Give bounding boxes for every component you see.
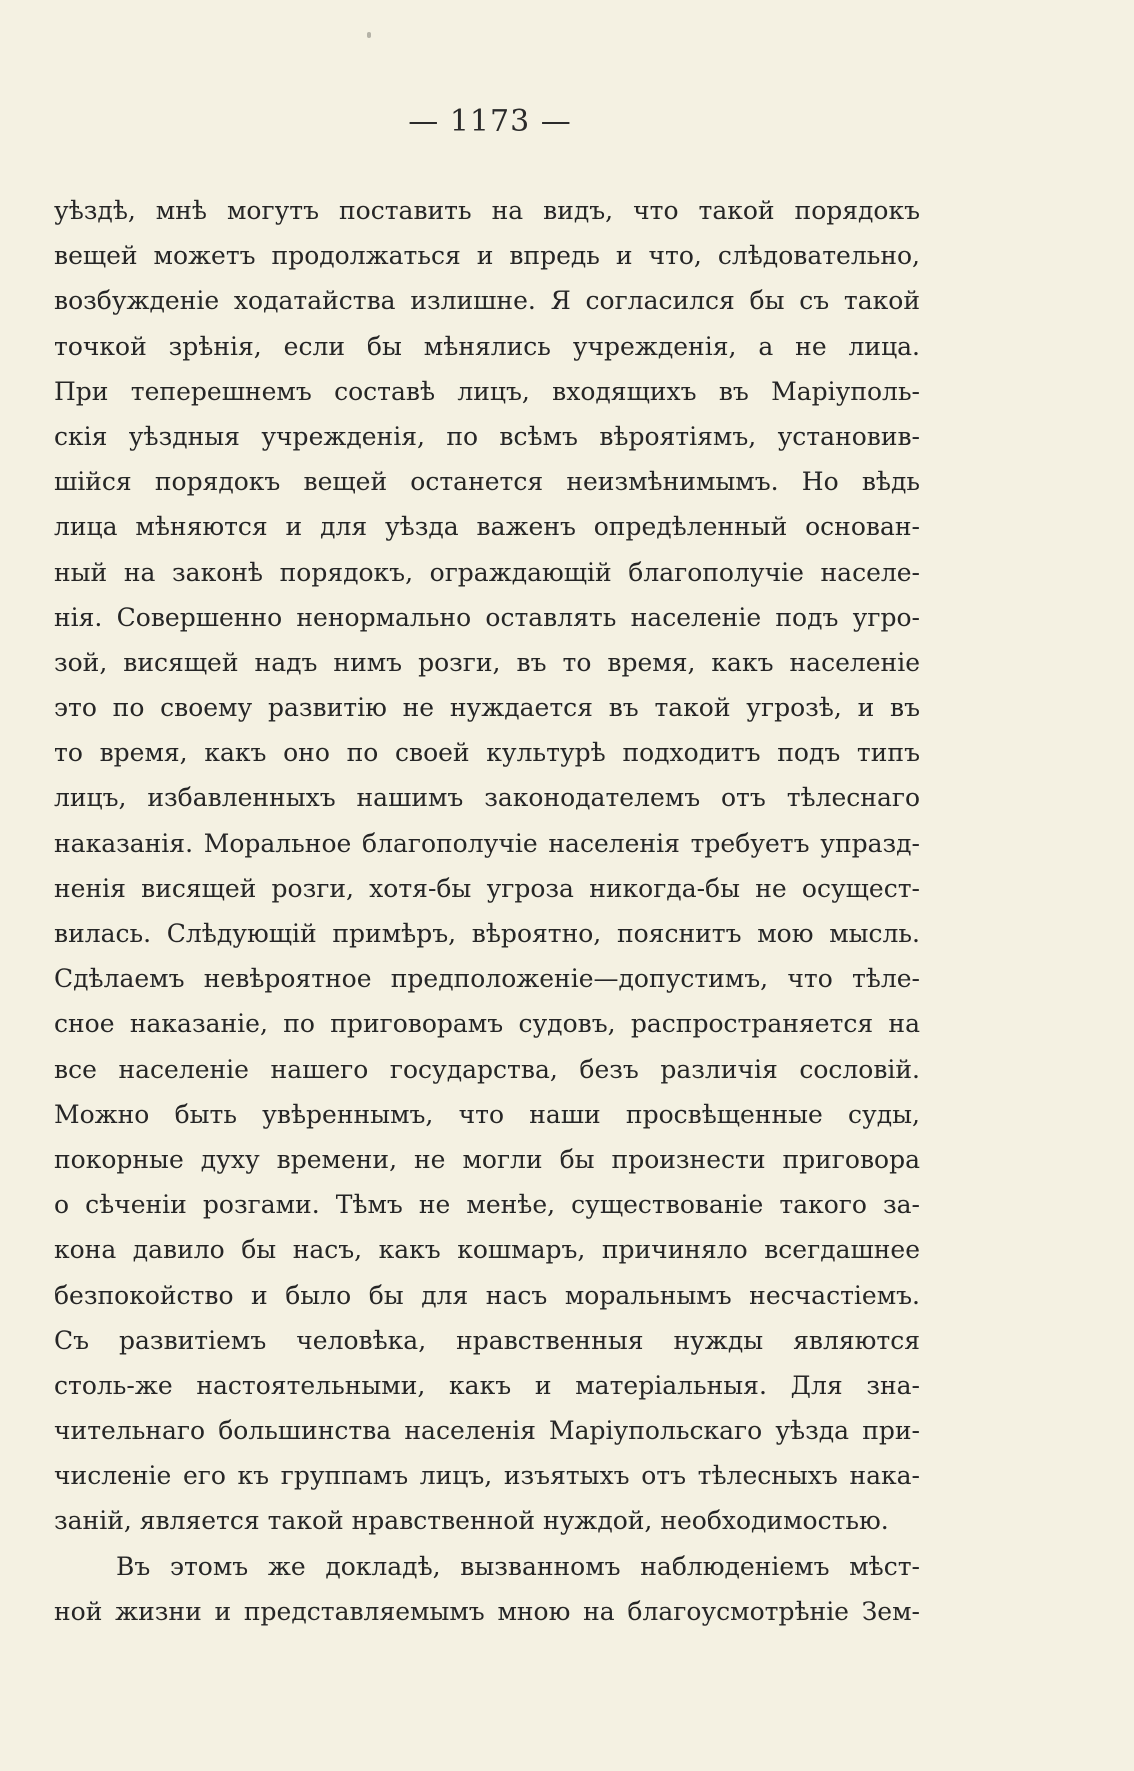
text-line: все населеніе нашего государства, безъ различія сословій. <box>54 1054 920 1084</box>
paper-speck <box>367 32 371 38</box>
body-text <box>54 188 920 1634</box>
text-line: уѣздѣ, мнѣ могутъ поставить на видъ, что такой порядокъ <box>54 196 920 225</box>
text-line: о сѣченіи розгами. Тѣмъ не менѣе, существованіе такого за- <box>54 1190 920 1220</box>
text-line: ный на законѣ порядокъ, ограждающій благополучіе населе- <box>54 557 920 587</box>
text-line: это по своему развитію не нуждается въ такой угрозѣ, и въ <box>54 693 920 723</box>
text-line: точкой зрѣнія, если бы мѣнялись учрежденія, а не лица. <box>54 331 920 361</box>
text-line: численіе его къ группамъ лицъ, изъятыхъ отъ тѣлесныхъ нака- <box>54 1461 920 1491</box>
text-line: ной жизни и представляемымъ мною на благоусмотрѣніе Зем- <box>54 1596 920 1626</box>
text-line: возбужденіе ходатайства излишне. Я согласился бы съ такой <box>54 286 920 316</box>
text-line: нія. Совершенно ненормально оставлять населеніе подъ угро- <box>54 602 920 632</box>
text-line: вещей можетъ продолжаться и впредь и что, слѣдовательно, <box>54 241 920 271</box>
text-line: покорные духу времени, не могли бы произнести приговора <box>54 1144 920 1174</box>
text-line: шійся порядокъ вещей останется неизмѣнимымъ. Но вѣдь <box>54 467 920 497</box>
text-line: лицъ, избавленныхъ нашимъ законодателемъ отъ тѣлеснаго <box>54 783 920 813</box>
text-line: чительнаго большинства населенія Маріупольскаго уѣзда при- <box>54 1416 920 1446</box>
text-line: кона давило бы насъ, какъ кошмаръ, причиняло всегдашнее <box>54 1235 920 1265</box>
text-line: ненія висящей розги, хотя-бы угроза никогда-бы не осущест- <box>54 873 920 903</box>
text-line: Можно быть увѣреннымъ, что наши просвѣщенные суды, <box>54 1099 920 1129</box>
text-line: Съ развитіемъ человѣка, нравственныя нужды являются <box>54 1325 920 1355</box>
paragraph-first-line: Въ этомъ же докладѣ, вызванномъ наблюденіемъ мѣст- <box>116 1551 920 1581</box>
text-line: сное наказаніе, по приговорамъ судовъ, распространяется на <box>54 1009 920 1039</box>
page-number: — 1173 — <box>408 104 572 139</box>
text-line: безпокойство и было бы для насъ моральнымъ несчастіемъ. <box>54 1280 920 1310</box>
text-line: столь-же настоятельными, какъ и матеріальныя. Для зна- <box>54 1370 920 1400</box>
text-line: заній, является такой нравственной нуждой, необходимостью. <box>54 1506 889 1536</box>
text-line: наказанія. Моральное благополучіе населенія требуетъ упразд- <box>54 828 920 858</box>
text-line: то время, какъ оно по своей культурѣ подходитъ подъ типъ <box>54 738 920 768</box>
text-line: вилась. Слѣдующій примѣръ, вѣроятно, пояснитъ мою мысль. <box>54 919 920 948</box>
text-line: лица мѣняются и для уѣзда важенъ опредѣленный основан- <box>54 512 920 542</box>
text-line: скія уѣздныя учрежденія, по всѣмъ вѣроятіямъ, установив- <box>54 421 920 451</box>
text-line: При теперешнемъ составѣ лицъ, входящихъ въ Маріуполь- <box>54 376 920 406</box>
text-line: Сдѣлаемъ невѣроятное предположеніе—допустимъ, что тѣле- <box>54 964 920 994</box>
text-line: зой, висящей надъ нимъ розги, въ то время, какъ населеніе <box>54 647 920 677</box>
